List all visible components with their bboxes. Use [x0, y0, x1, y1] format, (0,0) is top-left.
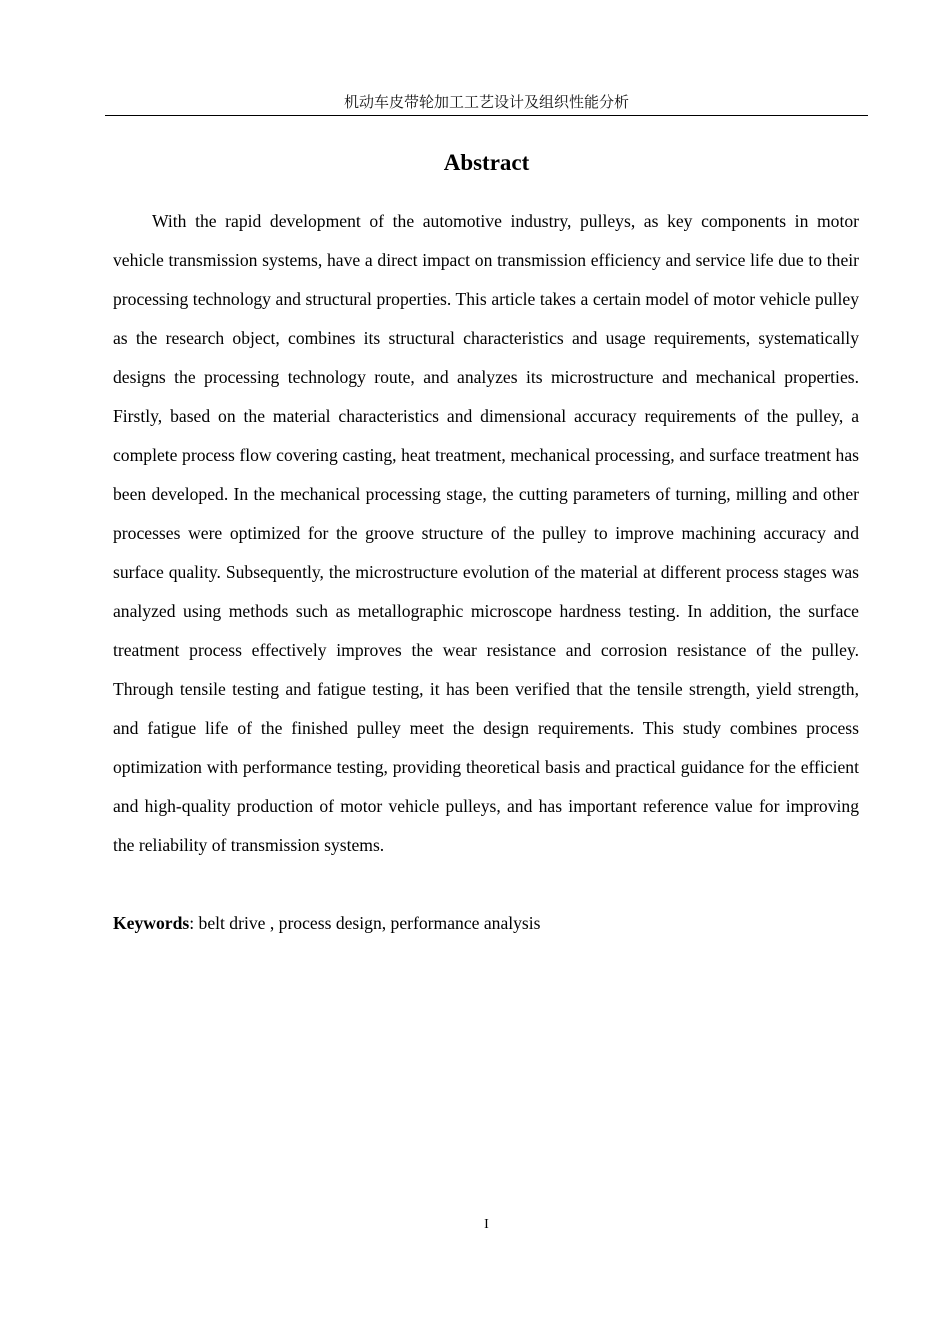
- keywords-text: belt drive , process design, performance analysis: [198, 913, 541, 933]
- header-divider: [105, 115, 868, 116]
- keywords-separator: :: [189, 913, 199, 933]
- keywords-line: [113, 904, 859, 943]
- page-number: I: [484, 1217, 489, 1232]
- page-title: Abstract: [443, 150, 530, 175]
- running-header: 机动车皮带轮加工工艺设计及组织性能分析: [343, 93, 629, 111]
- abstract-body: With the rapid development of the automotive industry, pulleys, as key components in motor vehicle transmission systems, have a direct impact on transmission efficiency and service life due to their processing technology and structural properties. This article takes a certain model of motor vehicle pulley as the research object, combines its structural characteristics and usage requirements, systematically designs the processing technology route, and analyzes its microstructure and mechanical properties. Firstly, based on the material characteristics and dimensional accuracy requirements of the pulley, a complete process flow covering casting, heat treatment, mechanical processing, and surface treatment has been developed. In the mechanical processing stage, the cutting parameters of turning, milling and other processes were optimized for the groove structure of the pulley to improve machining accuracy and surface quality. Subsequently, the microstructure evolution of the material at different process stages was analyzed using methods such as metallographic microscope hardness testing. In addition, the surface treatment process effectively improves the wear resistance and corrosion resistance of the pulley. Through tensile testing and fatigue testing, it has been verified that the tensile strength, yield strength, and fatigue life of the finished pulley meet the design requirements. This study combines process optimization with performance testing, providing theoretical basis and practical guidance for the efficient and high-quality production of motor vehicle pulleys, and has important reference value for improving the reliability of transmission systems.: [113, 211, 859, 855]
- keywords-label: Keywords: [113, 913, 190, 933]
